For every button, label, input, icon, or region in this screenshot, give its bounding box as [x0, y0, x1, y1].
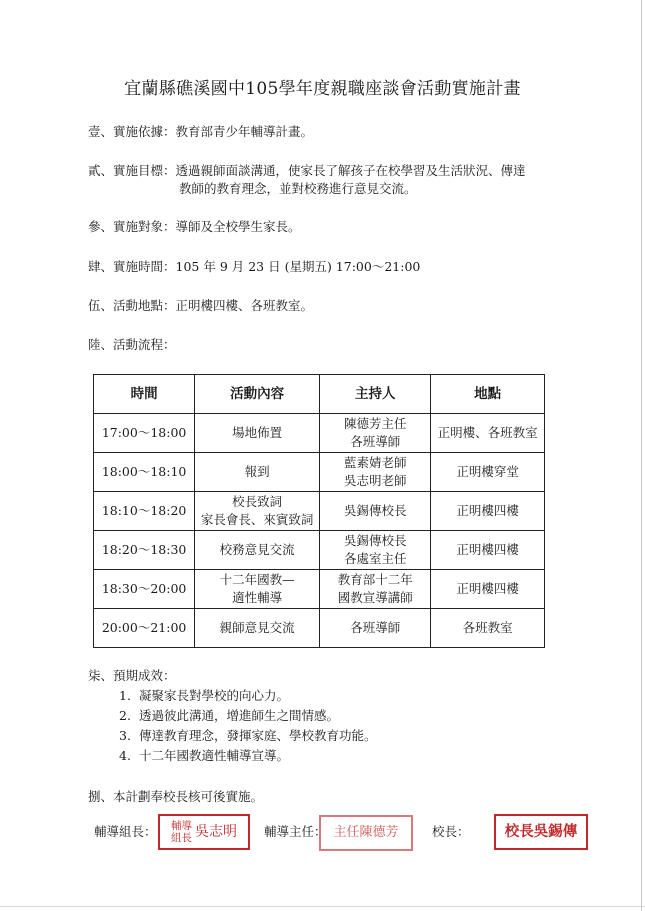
list-number: 1.: [119, 688, 131, 703]
cell-time: 18:30～20:00: [94, 570, 195, 609]
section-text: 透過親師面談溝通，使家長了解孩子在校學習及生活狀況、傳達: [175, 163, 526, 178]
table-row: [94, 414, 545, 453]
section-outcomes-heading: 柒、預期成效：: [88, 668, 176, 683]
cell-content: 場地佈置: [195, 414, 320, 453]
schedule-table: [93, 374, 545, 648]
section-basis: [88, 122, 313, 142]
section-text: 教育部青少年輔導計畫。: [175, 124, 314, 139]
table-row: [94, 531, 545, 570]
list-text: 傳達教育理念，發揮家庭、學校教育功能。: [139, 728, 377, 743]
section-location: [88, 296, 313, 316]
stamp-name: 吳志明: [195, 824, 237, 840]
cell-content: 十二年國教— 適性輔導: [195, 570, 320, 609]
section-label: 貳、實施目標：: [88, 163, 176, 178]
list-item: [119, 726, 377, 746]
table-row: [94, 492, 545, 531]
section-time: [88, 257, 420, 277]
signature-label-director: 輔導主任：: [264, 824, 327, 839]
cell-time: 18:20～18:30: [94, 531, 195, 570]
header-content: 活動內容: [195, 375, 320, 414]
document-title: 宜蘭縣礁溪國中105學年度親職座談會活動實施計畫: [124, 79, 521, 99]
list-text: 透過彼此溝通，增進師生之間情感。: [139, 708, 340, 723]
cell-content: 親師意見交流: [195, 609, 320, 648]
signature-label-counselor: 輔導組長：: [94, 824, 157, 839]
section-text: 正明樓四樓、各班教室。: [175, 298, 314, 313]
cell-place: 正明樓四樓: [431, 492, 545, 531]
table-row: [94, 609, 545, 648]
section-target: [88, 217, 301, 237]
section-label: 伍、活動地點：: [88, 298, 176, 313]
list-item: [119, 686, 289, 706]
table-header-row: [94, 375, 545, 414]
list-number: 3.: [119, 728, 131, 743]
list-number: 4.: [119, 748, 131, 763]
list-item: [119, 706, 339, 726]
signature-label-principal: 校長：: [432, 824, 470, 839]
section-label: 肆、實施時間：: [88, 259, 176, 274]
stamp-principal: 校長吳錫傳: [494, 814, 588, 850]
section-label: 壹、實施依據：: [88, 124, 176, 139]
section-goal-continuation: 教師的教育理念，並對校務進行意見交流。: [179, 181, 417, 196]
page-edge-bottom: [0, 906, 645, 907]
cell-content: 校長致詞 家長會長、來賓致詞: [195, 492, 320, 531]
list-item: [119, 746, 289, 766]
section-text: 105 年 9 月 23 日 (星期五) 17:00～21:00: [175, 259, 421, 274]
section-goal: [88, 161, 526, 181]
cell-place: 各班教室: [431, 609, 545, 648]
list-number: 2.: [119, 708, 131, 723]
cell-host: 各班導師: [320, 609, 431, 648]
table-row: [94, 570, 545, 609]
page-edge-right: [641, 0, 642, 911]
cell-time: 20:00～21:00: [94, 609, 195, 648]
section-label: 參、實施對象：: [88, 219, 176, 234]
stamp-line: 組長: [171, 832, 192, 844]
cell-place: 正明樓四樓: [431, 570, 545, 609]
stamp-counselor: [158, 814, 250, 850]
stamp-director: 主任陳德芳: [319, 815, 413, 851]
list-text: 十二年國教適性輔導宣導。: [139, 748, 290, 763]
section-text: 導師及全校學生家長。: [175, 219, 301, 234]
cell-host: 陳德芳主任 各班導師: [320, 414, 431, 453]
table-row: [94, 453, 545, 492]
list-text: 凝聚家長對學校的向心力。: [139, 688, 290, 703]
header-time: 時間: [94, 375, 195, 414]
header-place: 地點: [431, 375, 545, 414]
cell-content: 校務意見交流: [195, 531, 320, 570]
section-schedule-heading: 陸、活動流程：: [88, 337, 176, 352]
cell-host: 藍素婧老師 吳志明老師: [320, 453, 431, 492]
cell-content: 報到: [195, 453, 320, 492]
stamp-line: 輔導: [171, 820, 192, 832]
cell-time: 17:00～18:00: [94, 414, 195, 453]
cell-host: 吳錫傳校長: [320, 492, 431, 531]
cell-host: 吳錫傳校長 各處室主任: [320, 531, 431, 570]
cell-place: 正明樓穿堂: [431, 453, 545, 492]
cell-time: 18:10～18:20: [94, 492, 195, 531]
header-host: 主持人: [320, 375, 431, 414]
cell-host: 教育部十二年 國教宣導講師: [320, 570, 431, 609]
section-closing: 捌、本計劃奉校長核可後實施。: [88, 789, 264, 804]
cell-time: 18:00～18:10: [94, 453, 195, 492]
cell-place: 正明樓四樓: [431, 531, 545, 570]
cell-place: 正明樓、各班教室: [431, 414, 545, 453]
